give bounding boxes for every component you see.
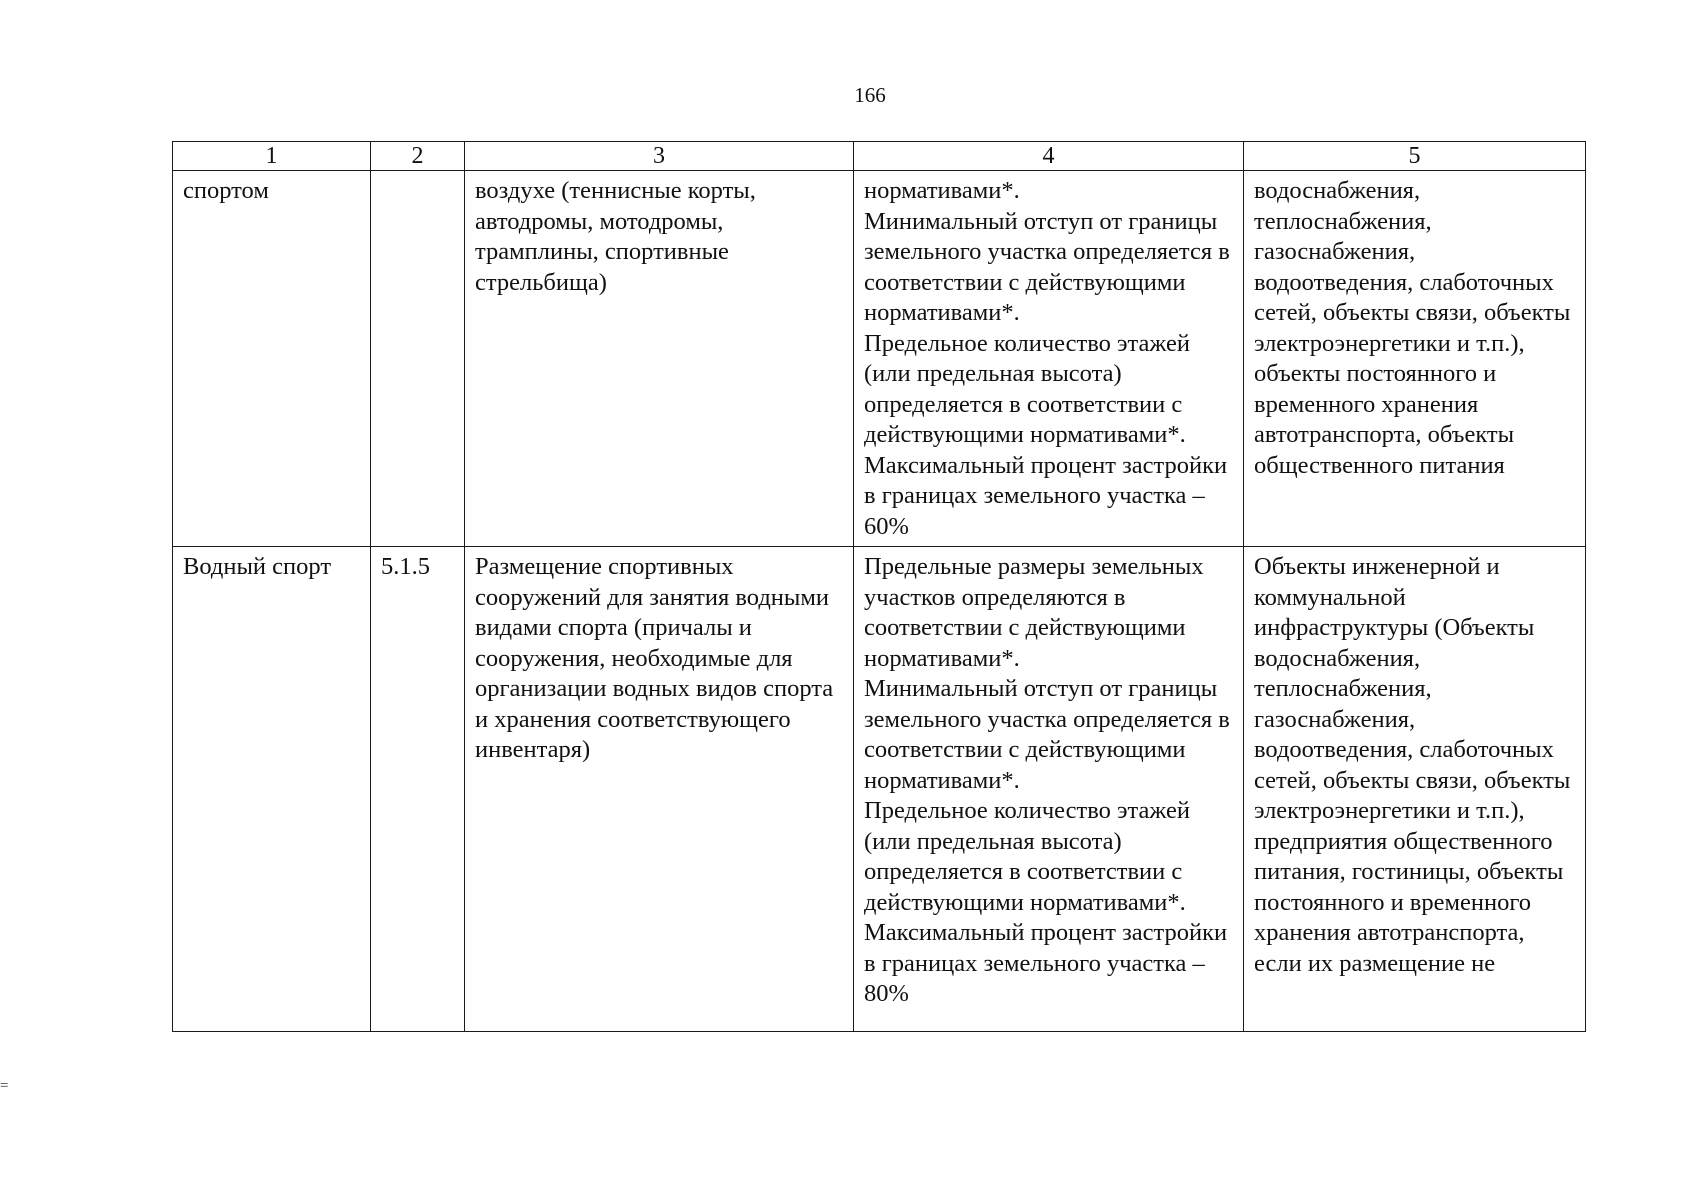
column-header-1: 1 [173,142,371,171]
cell-use-type: Водный спорт [173,547,371,1032]
table-row [173,547,1586,1032]
cell-auxiliary-uses: водоснабжения, теплоснабжения, газоснабжения, водоотведения, слаботочных сетей, объекты связи, объекты электроэнергетики и т.п.), объекты постоянного и временного хранения автотранспорта, объекты общественного питания [1244,171,1586,547]
cell-parameters: нормативами*. Минимальный отступ от границы земельного участка определяется в соответствии с действующими нормативами*. Предельное количество этажей (или предельная высота) определяется в соответствии с действующими нормативами*. Максимальный процент застройки в границах земельного участка – 60% [854,171,1244,547]
cell-code [371,171,465,547]
cell-description: воздухе (теннисные корты, автодромы, мотодромы, трамплины, спортивные стрельбища) [465,171,854,547]
cell-code: 5.1.5 [371,547,465,1032]
margin-mark: = [0,1078,9,1094]
cell-description: Размещение спортивных сооружений для занятия водными видами спорта (причалы и сооружения, необходимые для организации водных видов спорта и хранения соответствующего инвентаря) [465,547,854,1032]
column-header-4: 4 [854,142,1244,171]
table-header-row [173,142,1586,171]
column-header-5: 5 [1244,142,1586,171]
page-number: 166 [854,83,886,107]
column-header-2: 2 [371,142,465,171]
table-row [173,171,1586,547]
column-header-3: 3 [465,142,854,171]
cell-auxiliary-uses: Объекты инженерной и коммунальной инфраструктуры (Объекты водоснабжения, теплоснабжения, газоснабжения, водоотведения, слаботочных сетей, объекты связи, объекты электроэнергетики и т.п.), предприятия общественного питания, гостиницы, объекты постоянного и временного хранения автотранспорта, если их размещение не [1244,547,1586,1032]
cell-parameters: Предельные размеры земельных участков определяются в соответствии с действующими нормативами*. Минимальный отступ от границы земельного участка определяется в соответствии с действующими нормативами*. Предельное количество этажей (или предельная высота) определяется в соответствии с действующими нормативами*. Максимальный процент застройки в границах земельного участка – 80% [854,547,1244,1032]
land-use-table [172,141,1586,1032]
cell-use-type: спортом [173,171,371,547]
